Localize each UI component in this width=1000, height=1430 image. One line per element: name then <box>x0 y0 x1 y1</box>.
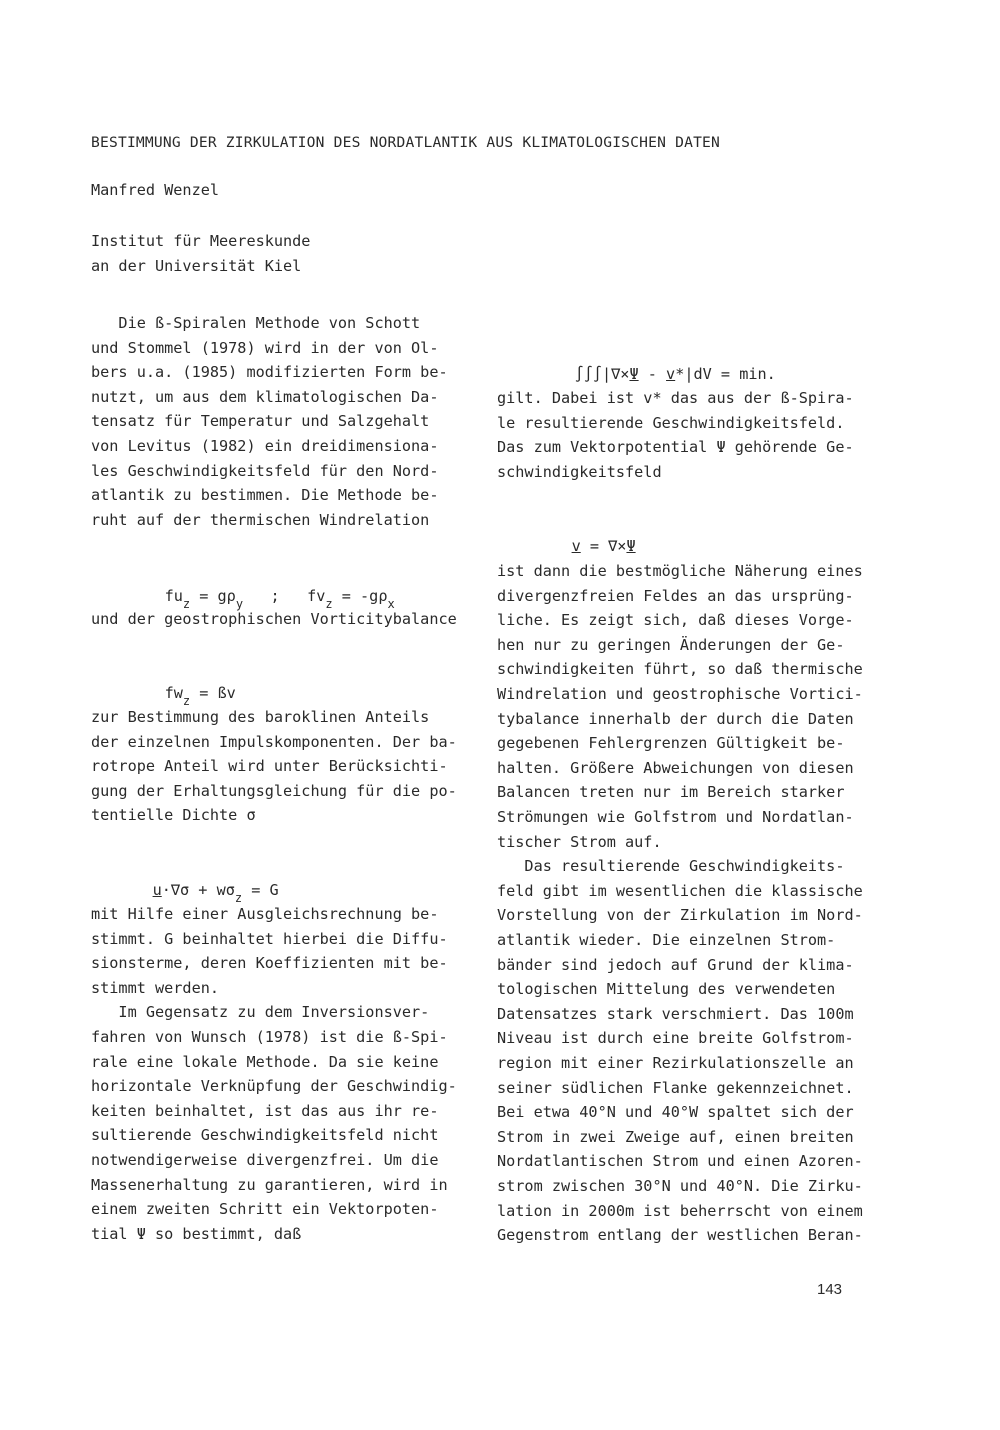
text-line: lation in 2000m ist beherrscht von einem <box>497 1201 863 1220</box>
eq-term: fv <box>307 587 326 605</box>
eq-term: *|dV = min. <box>675 365 776 383</box>
text-line: Massenerhaltung zu garantieren, wird in <box>91 1175 448 1194</box>
author-name: Manfred Wenzel <box>91 181 220 199</box>
text-line: Die ß-Spiralen Methode von Schott <box>91 314 421 332</box>
text-line: halten. Größere Abweichungen von diesen <box>497 758 854 777</box>
paper-title: BESTIMMUNG DER ZIRKULATION DES NORDATLANTIK AUS KLIMATOLOGISCHEN DATEN <box>91 134 721 151</box>
text-line: tensatz für Temperatur und Salzgehalt <box>91 412 430 431</box>
eq-subscript: z <box>325 597 333 611</box>
text-line: Nordatlantischen Strom und einen Azoren- <box>497 1152 863 1171</box>
text-line: gilt. Dabei ist v* das aus der ß-Spira- <box>497 389 854 407</box>
eq-vector-u: u <box>152 881 162 899</box>
text-line: einem zweiten Schritt ein Vektorpoten- <box>91 1200 439 1219</box>
eq-term: = ßv <box>190 684 236 702</box>
text-line: horizontale Verknüpfung der Geschwindig- <box>91 1077 457 1096</box>
text-line: ist dann die bestmögliche Näherung eines <box>497 562 863 580</box>
text-line: und Stommel (1978) wird in der von Ol- <box>91 338 439 357</box>
text-line: schwindigkeitsfeld <box>497 462 662 481</box>
affiliation-line-1: Institut für Meereskunde <box>91 232 311 250</box>
text-line: Windrelation und geostrophische Vortici- <box>497 685 863 703</box>
eq-vector-v: v <box>571 537 581 555</box>
text-line: le resultierende Geschwindigkeitsfeld. <box>497 413 845 432</box>
text-line: liche. Es zeigt sich, daß dieses Vorge- <box>497 611 854 630</box>
text-line: atlantik zu bestimmen. Die Methode be- <box>91 486 439 505</box>
text-line: divergenzfreien Feldes an das ursprüng- <box>497 586 854 605</box>
text-line: strom zwischen 30°N und 40°N. Die Zirku- <box>497 1177 863 1195</box>
text-line: feld gibt im wesentlichen die klassische <box>497 881 863 900</box>
text-line: Balancen treten nur im Bereich starker <box>497 783 845 802</box>
text-line: von Levitus (1982) ein dreidimensiona- <box>91 437 439 455</box>
text-line: Datensatzes stark verschmiert. Das 100m <box>497 1004 854 1023</box>
text-line: Im Gegensatz zu dem Inversionsver- <box>91 1003 430 1022</box>
text-line: atlantik wieder. Die einzelnen Strom- <box>497 931 836 949</box>
eq-vector-v: v <box>666 365 676 383</box>
text-line: ruht auf der thermischen Windrelation <box>91 510 430 529</box>
text-line: sionsterme, deren Koeffizienten mit be- <box>91 954 448 973</box>
text-line: sultierende Geschwindigkeitsfeld nicht <box>91 1126 439 1145</box>
text-line: Gegenstrom entlang der westlichen Beran- <box>497 1226 863 1245</box>
text-line: seiner südlichen Flanke gekennzeichnet. <box>497 1078 854 1097</box>
text-line: fahren von Wunsch (1978) ist die ß-Spi- <box>91 1028 448 1046</box>
eq-term: = gρ <box>190 587 236 605</box>
text-line: bänder sind jedoch auf Grund der klima- <box>497 955 854 974</box>
text-line: Das zum Vektorpotential Ψ gehörende Ge- <box>497 438 854 457</box>
affiliation-line-2: an der Universität Kiel <box>91 257 302 275</box>
text-line: nutzt, um aus dem klimatologischen Da- <box>91 387 439 406</box>
eq-term: = G <box>242 881 279 899</box>
text-line: Strömungen wie Golfstrom und Nordatlan- <box>497 808 854 826</box>
text-line: Niveau ist durch eine breite Golfstrom- <box>497 1029 854 1048</box>
eq-psi: Ψ <box>629 365 639 383</box>
text-line: keiten beinhaltet, ist das aus ihr re- <box>91 1101 439 1120</box>
text-line: Bei etwa 40°N und 40°W spaltet sich der <box>497 1103 854 1122</box>
text-line: tybalance innerhalb der durch die Daten <box>497 709 854 728</box>
eq-term: = ∇× <box>580 537 627 555</box>
text-line: der einzelnen Impulskomponenten. Der ba- <box>91 732 457 751</box>
text-line: tologischen Mittelung des verwendeten <box>497 980 836 999</box>
eq-term: = -gρ <box>332 587 388 605</box>
text-line: schwindigkeiten führt, so daß thermische <box>497 660 863 679</box>
text-line: tentielle Dichte σ <box>91 806 256 825</box>
eq-subscript: z <box>182 597 191 611</box>
text-line: gung der Erhaltungsgleichung für die po- <box>91 781 457 800</box>
text-line: rale eine lokale Methode. Da sie keine <box>91 1052 439 1071</box>
eq-psi: Ψ <box>626 537 636 555</box>
text-line: tial Ψ so bestimmt, daß <box>91 1224 302 1243</box>
eq-subscript: y <box>235 597 244 611</box>
text-line: Vorstellung von der Zirkulation im Nord- <box>497 906 863 925</box>
eq-subscript: z <box>234 891 243 905</box>
text-line: stimmt werden. <box>91 978 220 997</box>
text-line: rotrope Anteil wird unter Berücksichti- <box>91 757 448 776</box>
text-line: Das resultierende Geschwindigkeits- <box>497 857 845 876</box>
text-line: mit Hilfe einer Ausgleichsrechnung be- <box>91 905 439 923</box>
eq-term: - <box>638 365 667 383</box>
text-line: tischer Strom auf. <box>497 832 662 851</box>
text-line: region mit einer Rezirkulationszelle an <box>497 1054 854 1072</box>
text-line: Strom in zwei Zweige auf, einen breiten <box>497 1127 854 1146</box>
eq-subscript: x <box>387 597 395 611</box>
left-column-vorticity-line: und der geostrophischen Vorticitybalance <box>91 610 457 628</box>
page-number: 143 <box>817 1281 843 1298</box>
eq-term: ·∇σ + wσ <box>161 881 235 899</box>
text-line: notwendigerweise divergenzfrei. Um die <box>91 1151 439 1169</box>
eq-separator: ; <box>243 587 308 605</box>
text-line: les Geschwindigkeitsfeld für den Nord- <box>91 461 439 480</box>
eq-subscript: z <box>182 694 191 708</box>
eq-term: ∫∫∫|∇× <box>574 365 630 383</box>
text-line: hen nur zu geringen Änderungen der Ge- <box>497 635 845 654</box>
text-line: zur Bestimmung des baroklinen Anteils <box>91 708 430 726</box>
text-line: gegebenen Fehlergrenzen Gültigkeit be- <box>497 734 845 753</box>
text-line: stimmt. G beinhaltet hierbei die Diffu- <box>91 929 448 948</box>
eq-term: fw <box>164 684 183 702</box>
eq-term: fu <box>164 587 183 605</box>
text-line: bers u.a. (1985) modifizierten Form be- <box>91 363 448 382</box>
